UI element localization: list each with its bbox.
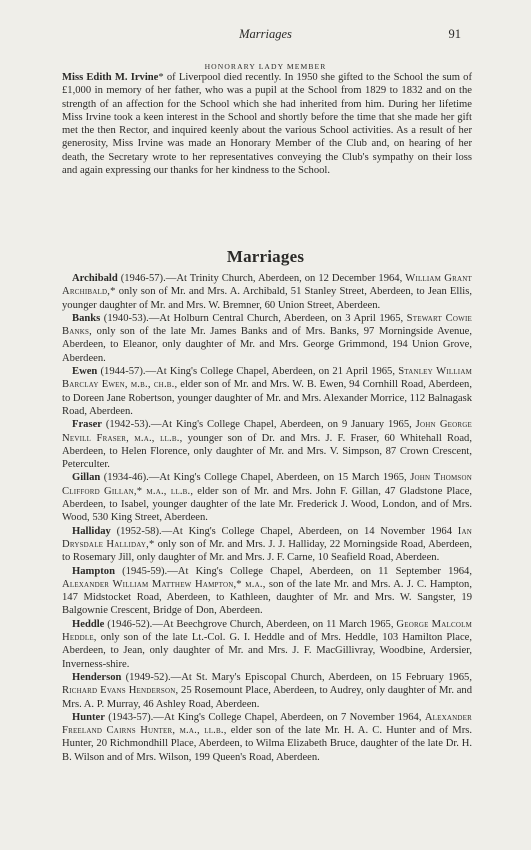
entry-intro: (1949-52).—At St. Mary's Episcopal Church, Aberdeen, on 15 February 1965,: [121, 671, 472, 683]
marriage-entry: [62, 272, 472, 312]
obituary-paragraph: [62, 71, 472, 177]
entry-rest: elder son of the late Mr. H. A. C. Hunter and of Mrs. Hunter, 20 Richmondhill Place, Aberdeen, to Wilma Elizabeth Bruce, daughter of the late Dr. H. B. Wilson and of Mrs. Wilson, 199 Queen's Road, Aberdeen.: [62, 725, 473, 763]
marriage-list: [62, 272, 472, 764]
entry-groom: George Malcolm Heddle,: [62, 618, 473, 644]
entry-surname: Archibald: [72, 273, 118, 284]
entry-surname: Heddle: [72, 618, 105, 630]
entry-intro: (1946-52).—At Beechgrove Church, Aberdeen, on 11 March 1965,: [104, 618, 397, 630]
entry-surname: Ewen: [72, 366, 98, 378]
entry-groom: Alexander William Matthew Hampton,* m.a.,: [62, 578, 266, 590]
running-head: [0, 27, 531, 47]
entry-groom: William Grant Archibald,*: [62, 273, 472, 298]
entry-intro: (1952-58).—At King's College Chapel, Aberdeen, on 14 November 1964: [110, 525, 458, 537]
entry-surname: Banks: [72, 312, 101, 324]
entry-surname: Hampton: [72, 565, 115, 577]
entry-surname: Fraser: [72, 419, 102, 431]
entry-intro: (1934-46).—At King's College Chapel, Aberdeen, on 15 March 1965,: [100, 472, 411, 484]
entry-intro: (1942-53).—At King's College Chapel, Aberdeen, on 9 January 1965,: [102, 419, 416, 431]
marriage-entry: [62, 671, 472, 711]
entry-intro: (1943-57).—At King's College Chapel, Aberdeen, on 7 November 1964,: [104, 711, 425, 723]
entry-groom: John Thomson Clifford Gillan,* m.a., ll.b.,: [62, 472, 472, 497]
entry-rest: only son of the late Mr. James Banks and of Mrs. Banks, 97 Morningside Avenue, Aberdeen, to Eleanor, only daughter of Mr. and Mrs. George Grimmond, 194 Union Grove, Aberdeen.: [62, 326, 472, 364]
section-label: HONORARY LADY MEMBER: [204, 62, 327, 71]
marriage-entry: [62, 525, 472, 565]
entry-rest: 25 Rosemount Place, Aberdeen, to Audrey, only daughter of Mr. and Mrs. A. P. Murray, 46 Ashley Road, Aberdeen.: [62, 685, 472, 710]
page-number: 91: [448, 27, 461, 41]
entry-rest: only son of Mr. and Mrs. J. J. Halliday, 22 Morningside Road, Aberdeen, to Rosemary Jill, only daughter of Mr. and Mrs. J. F. Carne, 10 Seafield Road, Aberdeen.: [62, 538, 472, 564]
marriage-entry: [62, 418, 472, 471]
marriage-entry: [62, 565, 472, 618]
entry-groom: Stanley William Barclay Ewen, m.b., ch.b.,: [62, 366, 472, 391]
marriage-entry: [62, 471, 472, 524]
entry-rest: only son of Mr. and Mrs. A. Archibald, 51 Stanley Street, Aberdeen, to Jean Ellis, younger daughter of Mr. and Mrs. W. Bremner, 60 Union Street, Aberdeen.: [62, 286, 472, 311]
entry-groom: Stewart Cowie Banks,: [62, 312, 472, 338]
entry-rest: younger son of Dr. and Mrs. J. F. Fraser, 60 Whitehall Road, Aberdeen, to Helen Florence, only daughter of Mr. and Mrs. V. Simpson, 87 Crown Crescent, Peterculter.: [62, 432, 472, 471]
entry-rest: only son of the late Lt.-Col. G. I. Heddle and of Mrs. Heddle, 103 Hamilton Place, Aberdeen, to Jean, only daughter of Mr. and Mrs. J. F. MacGillivray, Woodbine, Ardersier, Inverness-shire.: [62, 632, 472, 670]
entry-surname: Hunter: [72, 711, 105, 723]
entry-groom: Ian Drysdale Halliday,*: [62, 525, 472, 550]
entry-surname: Henderson: [72, 671, 122, 683]
entry-groom: John George Nevill Fraser, m.a., ll.b.,: [62, 419, 472, 444]
entry-intro: (1940-53).—At Holburn Central Church, Aberdeen, on 3 April 1965,: [100, 312, 407, 324]
entry-rest: elder son of Mr. and Mrs. John F. Gillan, 47 Gladstone Place, Aberdeen, to Isabel, younger daughter of the late Mr. Frederick J. Wood, London, and of Mrs. Wood, 530 King Street, Aberdeen.: [62, 485, 472, 524]
entry-intro: (1944-57).—At King's College Chapel, Aberdeen, on 21 April 1965,: [97, 366, 399, 378]
entry-surname: Halliday: [72, 525, 111, 537]
obituary-name: Miss Edith M. Irvine: [62, 72, 159, 83]
marriage-entry: [62, 711, 472, 764]
entry-groom: Richard Evans Henderson,: [62, 685, 179, 697]
marriage-entry: [62, 365, 472, 418]
marriage-entry: [62, 618, 472, 671]
obituary-text: * of Liverpool died recently. In 1950 she gifted to the School the sum of £1,000 in memory of her father, who was a pupil at the School from 1829 to 1832 and on the strength of an affection for the School which she had inherited from him. During her lifetime Miss Irvine took a keen interest in the School and shortly before the time that she made her gift met the then Rector, and inquired keenly about the various School activities. As a result of her generosity, Miss Irvine was made an Honorary Member of the Club and, on hearing of her death, the Secretary wrote to her representatives conveying the Club's sympathy on their loss and again expressing our thanks for her kindness to the School.: [62, 72, 472, 177]
entry-groom: Alexander Freeland Cairns Hunter, m.a., ll.b.,: [62, 711, 472, 737]
running-title: Marriages: [239, 27, 292, 41]
entry-rest: son of the late Mr. and Mrs. A. J. C. Hampton, 147 Midstocket Road, Aberdeen, to Kathleen, daughter of Mr. and Mrs. W. Sangster, 19 Balgownie Crescent, Bridge of Don, Aberdeen.: [62, 578, 472, 617]
entry-rest: elder son of Mr. and Mrs. W. B. Ewen, 94 Cornhill Road, Aberdeen, to Doreen Jane Robertson, younger daughter of Mr. and Mrs. Alexander Morrice, 112 Balnagask Road, Aberdeen.: [62, 379, 472, 417]
marriage-entry: [62, 312, 472, 365]
entry-intro: (1946-57).—At Trinity Church, Aberdeen, on 12 December 1964,: [117, 273, 406, 284]
section-heading: Marriages: [226, 247, 305, 266]
entry-surname: Gillan: [72, 472, 101, 484]
entry-intro: (1945-59).—At King's College Chapel, Aberdeen, on 11 September 1964,: [114, 565, 472, 577]
